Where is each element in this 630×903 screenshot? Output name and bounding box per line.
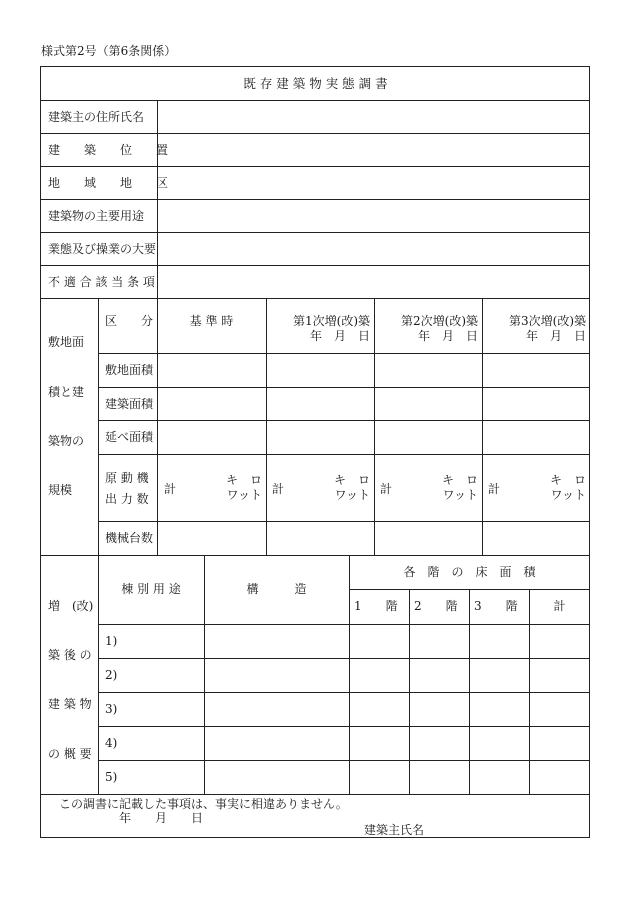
row-divider — [98, 521, 590, 522]
column-divider — [469, 589, 470, 794]
motor-unit-line1: キ ロ — [333, 473, 370, 487]
total-floor-area-label: 延べ面積 — [105, 430, 154, 444]
building-use-header: 棟 別 用 途 — [121, 582, 181, 596]
row-divider — [41, 133, 590, 134]
row-divider — [41, 166, 590, 167]
motor-total-label: 計 — [380, 482, 393, 496]
row-divider — [98, 658, 590, 659]
row-divider — [98, 760, 590, 761]
motor-unit-line2: ワット — [226, 488, 262, 502]
building-row-number: 3) — [105, 702, 118, 716]
row-divider — [98, 387, 590, 388]
row-divider — [98, 420, 590, 421]
site-area-label: 敷地面積 — [105, 363, 154, 377]
zone-district-label: 地 域 地 区 — [48, 176, 169, 190]
motor-total-label: 計 — [488, 482, 501, 496]
owner-address-label: 建築主の住所氏名 — [48, 110, 145, 124]
column-divider — [98, 298, 99, 794]
row-divider — [98, 454, 590, 455]
after-label-line: 増 (改) — [48, 599, 94, 613]
declaration-text: この調書に記載した事項は、事実に相違ありません。 — [59, 797, 348, 811]
floor-3-header: 3 階 — [474, 599, 518, 613]
form-title: 既 存 建 築 物 実 態 調 書 — [243, 76, 388, 91]
section-divider — [41, 555, 590, 556]
floor-2-header: 2 階 — [414, 599, 458, 613]
row-divider — [98, 726, 590, 727]
division-header: 区 分 — [105, 314, 154, 328]
motor-label-line2: 出 力 数 — [105, 492, 149, 506]
column-divider — [529, 589, 530, 794]
machine-count-label: 機械台数 — [105, 531, 154, 545]
row-divider — [98, 692, 590, 693]
building-row-number: 5) — [105, 770, 118, 784]
motor-unit-line1: キ ロ — [549, 473, 586, 487]
expansion-2-date: 年 月 日 — [417, 329, 478, 343]
motor-label-line1: 原 動 機 — [105, 471, 149, 485]
row-divider — [41, 100, 590, 101]
structure-header: 構 造 — [246, 582, 307, 596]
after-label-line: の 概 要 — [48, 747, 92, 761]
declaration-date: 年 月 日 — [119, 811, 204, 825]
motor-unit-line1: キ ロ — [225, 473, 262, 487]
form-number: 様式第2号（第6条関係） — [41, 44, 177, 58]
motor-unit-line2: ワット — [550, 488, 586, 502]
nonconforming-clause-label: 不 適 合 該 当 条 項 — [48, 275, 155, 289]
column-divider — [349, 555, 350, 794]
building-row-number: 1) — [105, 634, 118, 648]
scale-label-line: 敷地面 — [48, 335, 85, 349]
motor-unit-line2: ワット — [334, 488, 370, 502]
expansion-3-date: 年 月 日 — [525, 329, 586, 343]
building-row-number: 2) — [105, 668, 118, 682]
expansion-1-header: 第1次増(改)築 — [293, 314, 370, 328]
building-area-label: 建築面積 — [105, 397, 154, 411]
after-label-line: 建 築 物 — [48, 697, 92, 711]
motor-unit-line1: キ ロ — [441, 473, 478, 487]
row-divider — [41, 265, 590, 266]
main-use-label: 建築物の主要用途 — [48, 209, 145, 223]
expansion-3-header: 第3次増(改)築 — [509, 314, 586, 328]
row-divider — [98, 353, 590, 354]
section-divider — [41, 794, 590, 795]
base-time-header: 基 準 時 — [189, 314, 234, 328]
expansion-2-header: 第2次増(改)築 — [401, 314, 478, 328]
row-divider — [41, 298, 590, 299]
row-divider — [41, 232, 590, 233]
row-divider — [41, 199, 590, 200]
expansion-1-date: 年 月 日 — [309, 329, 370, 343]
floor-1-header: 1 階 — [354, 599, 398, 613]
building-location-label: 建 築 位 置 — [48, 143, 169, 157]
motor-total-label: 計 — [164, 482, 177, 496]
survey-form-table — [40, 66, 590, 838]
business-summary-label: 業態及び操業の大要 — [48, 242, 157, 256]
scale-label-line: 築物の — [48, 434, 85, 448]
floor-total-header: 計 — [553, 599, 566, 613]
motor-unit-line2: ワット — [442, 488, 478, 502]
scale-label-line: 規模 — [48, 483, 73, 497]
column-divider — [409, 589, 410, 794]
owner-name-label: 建築主氏名 — [364, 823, 425, 837]
motor-total-label: 計 — [272, 482, 285, 496]
scale-label-line: 積と建 — [48, 385, 85, 399]
row-divider — [98, 624, 590, 625]
building-row-number: 4) — [105, 736, 118, 750]
after-label-line: 築 後 の — [48, 648, 92, 662]
floor-area-header: 各 階 の 床 面 積 — [403, 565, 536, 579]
